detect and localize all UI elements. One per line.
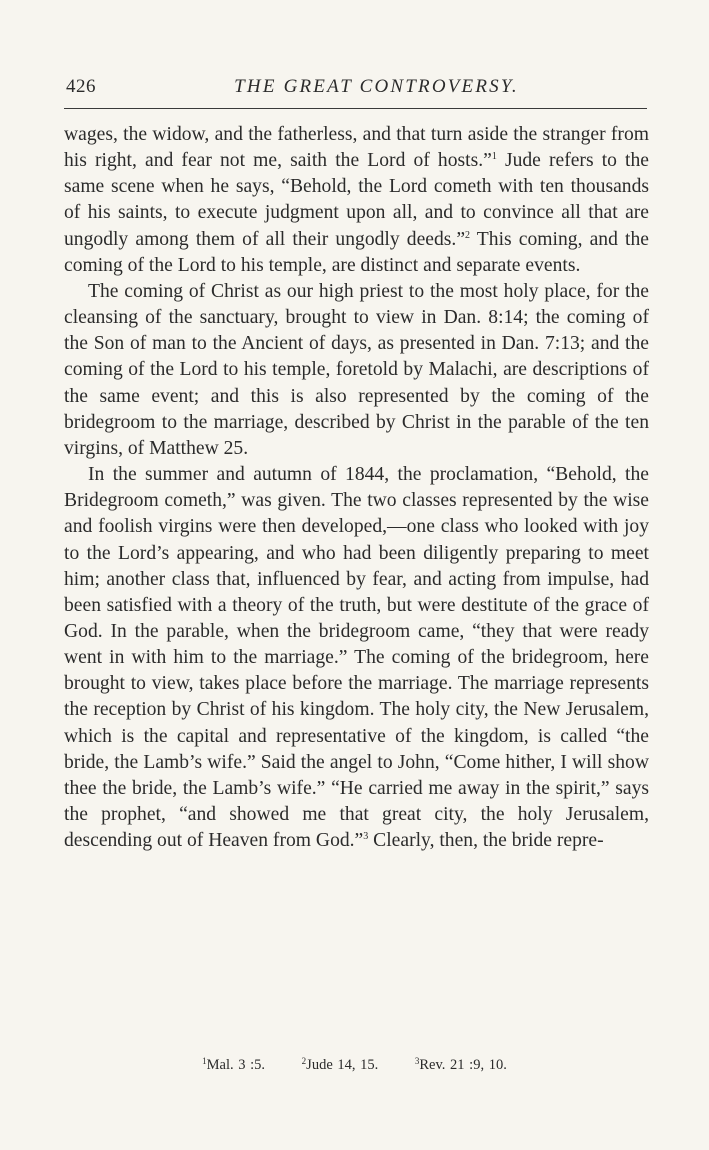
paragraph bbox=[64, 122, 649, 279]
paragraph bbox=[64, 279, 649, 462]
body-text bbox=[64, 122, 649, 854]
page-number: 426 bbox=[66, 76, 96, 97]
footnote bbox=[415, 1057, 507, 1074]
footnote-marker: 2 bbox=[301, 1056, 307, 1066]
text-run: Jude refers to the same scene when he says, “Behold, the Lord cometh with ten thousands of his saints, to execute judgment upon all, and to convince all that are ungodly among them of all their ungodly deeds.” bbox=[64, 150, 649, 250]
text-run: In the summer and autumn of 1844, the proclamation, “Behold, the Bridegroom cometh,” was given. The two classes represented by the wise and foolish virgins were then developed,—one class who looked with joy to the Lord’s appearing, and who had been diligently preparing to meet him; another class that, influenced by fear, and acting from impulse, had been satisfied with a theory of the truth, but were destitute of the grace of God. In the parable, when the bridegroom came, “they that were ready went in with him to the marriage.” The coming of the bridegroom, here brought to view, takes place before the marriage. The marriage represents the reception by Christ of his kingdom. The holy city, the New Jerusalem, which is the capital and representative of the kingdom, is called “the bride, the Lamb’s wife.” Said the angel to John, “Come hither, I will show thee the bride, the Lamb’s wife.” “He carried me away in the spirit,” says the prophet, “and showed me that great city, the holy Jerusalem, descending out of Heaven from God.” bbox=[64, 464, 649, 852]
header-rule bbox=[64, 108, 647, 109]
footnote-marker: 1 bbox=[202, 1056, 207, 1066]
text-run: Clearly, then, the bride repre- bbox=[368, 830, 604, 852]
footnote bbox=[302, 1057, 379, 1074]
text-run: wages, the widow, and the fatherless, and that turn aside the stranger from his right, and fear not me, saith the Lord of hosts.” bbox=[64, 124, 649, 172]
page-header bbox=[66, 76, 647, 106]
footnote-text: Jude 14, 15. bbox=[306, 1057, 379, 1073]
running-title: THE GREAT CONTROVERSY. bbox=[234, 76, 519, 97]
footnote bbox=[202, 1057, 265, 1074]
text-run: This coming, and the coming of the Lord to his temple, are distinct and separate events. bbox=[64, 228, 649, 276]
paragraph bbox=[64, 462, 649, 854]
footnote-ref: 2 bbox=[465, 229, 471, 241]
footnotes bbox=[0, 1057, 709, 1074]
text-run: The coming of Christ as our high priest to the most holy place, for the cleansing of the sanctuary, brought to view in Dan. 8:14; the coming of the Son of man to the Ancient of days, as presented in Dan. 7:13; and the coming of the Lord to his temple, foretold by Malachi, are descriptions of the same event; and this is also represented by the coming of the bridegroom to the marriage, described by Christ in the parable of the ten virgins, of Matthew 25. bbox=[64, 280, 649, 459]
footnote-text: Mal. 3 :5. bbox=[206, 1057, 266, 1073]
footnote-text: Rev. 21 :9, 10. bbox=[419, 1057, 507, 1073]
footnote-ref: 3 bbox=[363, 831, 369, 843]
footnote-marker: 3 bbox=[414, 1056, 420, 1066]
footnote-ref: 1 bbox=[491, 151, 497, 163]
